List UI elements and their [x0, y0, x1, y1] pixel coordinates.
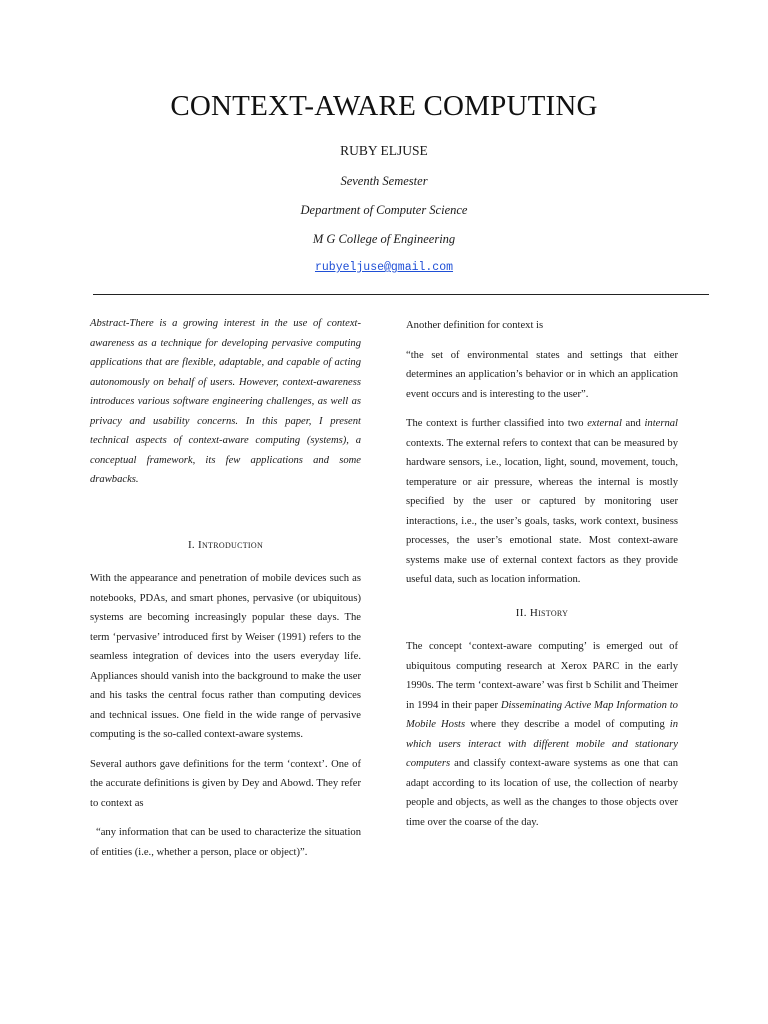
quote-context-definition-2: “the set of environmental states and settings that either determines an application’s behavior or in which an application event occurs and is interesting to the user”.: [406, 349, 678, 400]
affiliation-department: Department of Computer Science: [300, 203, 468, 217]
quote-context-definition-1: “any information that can be used to characterize the situation of entities (i.e., whether a person, place or object)”.: [90, 827, 361, 858]
text-run: where they describe a model of computing: [465, 719, 670, 730]
section-title: History: [529, 606, 569, 619]
section-heading-history: [406, 604, 678, 624]
abstract-text: Abstract-There is a growing interest in the use of context-awareness as a technique for developing pervasive computing applications that are flexible, adaptable, and capable of acting autonomously on behalf of users. However, context-awareness introduces various software engineering challenges, as well as privacy and usability concerns. In this paper, I present technical aspects of context-aware computing (systems), a conceptual framework, its few applications and some drawbacks.: [90, 318, 361, 485]
paper-title-citation: Disseminating Active Map Information to Mobile Hosts: [406, 699, 678, 730]
text-run: and: [621, 418, 645, 429]
context-classification-paragraph: [406, 414, 678, 590]
text-run: and classify context-aware systems as one that can adapt according to its location of use, the collection of nearby people and objects, as well as the changes to those objects over time over the coarse of the day.: [406, 758, 678, 828]
section-number: II.: [515, 606, 530, 619]
term-external: external: [587, 418, 622, 429]
section-number: I.: [187, 538, 199, 551]
intro-paragraph-1: With the appearance and penetration of mobile devices such as notebooks, PDAs, and smart phones, pervasive (or ubiquitous) systems are becoming increasingly popular these days. The term ‘pervasive’ introduced first by Weiser (1991) refers to the seamless integration of devices into the users everyday life. Appliances should vanish into the background to make the user and his tasks the central focus rather than computing devices and technical issues. One field in the wide range of pervasive computing is the so-called context-aware systems.: [90, 573, 361, 740]
text-run: The context is further classified into two: [406, 418, 588, 429]
paper-title: CONTEXT-AWARE COMPUTING: [170, 90, 598, 122]
definition-intro: Another definition for context is: [406, 320, 544, 331]
header-divider: [93, 294, 709, 295]
intro-paragraph-2: Several authors gave definitions for the term ‘context’. One of the accurate definitions is given by Dey and Abowd. They refer to context as: [90, 758, 361, 809]
author-email-link[interactable]: rubyeljuse@gmail.com: [314, 261, 454, 274]
left-column: [90, 314, 361, 872]
right-column: [406, 316, 678, 842]
section-heading-introduction: [90, 536, 361, 556]
section-title: Introduction: [198, 538, 264, 551]
affiliation-semester: Seventh Semester: [340, 174, 428, 188]
text-run: The concept ‘context-aware computing’ is emerged out of ubiquitous computing research at Xerox PARC in the early 1990s. The term ‘context-aware’ was first b Schilit and Theimer in 1994 in their paper: [406, 641, 678, 711]
italic-phrase: in which users interact with different mobile and stationary computers: [406, 719, 679, 769]
text-run: contexts. The external refers to context that can be measured by hardware sensors, i.e., location, light, sound, movement, touch, temperature or air pressure, whereas the internal is mostly specified by the user or captured by monitoring user interactions, i.e., the user’s goals, tasks, work context, business processes, the user’s emotional state. Most context-aware systems make use of external context factors as they provide useful data, such as location information.: [406, 437, 678, 585]
history-paragraph: [406, 637, 678, 832]
author-name: RUBY ELJUSE: [340, 143, 428, 158]
affiliation-college: M G College of Engineering: [312, 232, 456, 246]
term-internal: internal: [644, 418, 678, 429]
